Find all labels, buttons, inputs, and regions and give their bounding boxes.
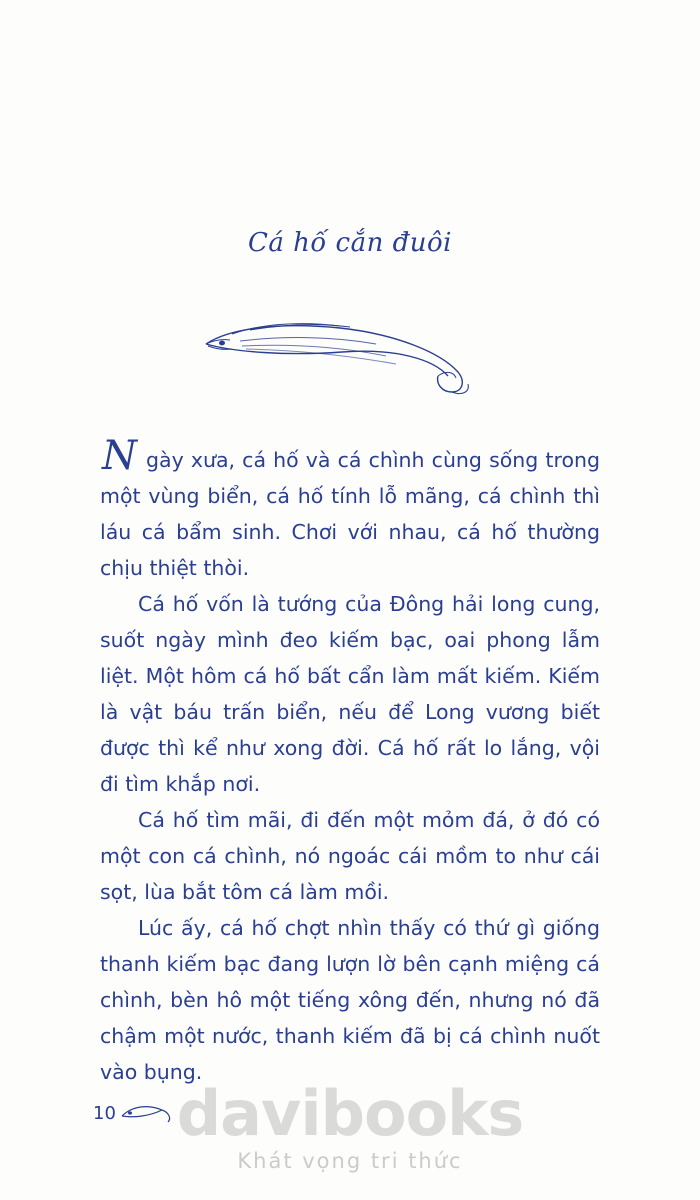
page-number: 10 — [93, 1103, 116, 1124]
paragraph-2: Cá hố vốn là tướng của Đông hải long cung, suốt ngày mình đeo kiếm bạc, oai phong lẫm liệt. Một hôm cá hố bất cẩn làm mất kiếm. Kiếm là vật báu trấn biển, nếu để Long vương biết được thì kể như xong đời. Cá hố rất lo lắng, vội đi tìm khắp nơi. — [100, 592, 600, 796]
chapter-title: Cá hố cắn đuôi — [247, 228, 452, 258]
chapter-body — [100, 433, 600, 1090]
watermark-main-text: davibooks — [176, 1077, 524, 1150]
dropcap-wrapper — [100, 433, 146, 479]
watermark-sub-text: Khát vọng tri thức — [237, 1149, 463, 1173]
paragraph-1 — [100, 433, 600, 586]
dropcap-letter: N — [102, 433, 137, 479]
paragraph-1-text: gày xưa, cá hố và cá chình cùng sống trong một vùng biển, cá hố tính lỗ mãng, cá chình thì láu cá bẩm sinh. Chơi với nhau, cá hố thường chịu thiệt thòi. — [100, 448, 600, 580]
paragraph-4: Lúc ấy, cá hố chợt nhìn thấy có thứ gì giống thanh kiếm bạc đang lượn lờ bên cạnh miệng cá chình, bèn hô một tiếng xông đến, nhưng nó đã chậm một nước, thanh kiếm đã bị cá chình nuốt vào bụng. — [100, 916, 600, 1084]
footer-ornament-icon — [118, 1098, 178, 1130]
watermark — [0, 1077, 700, 1174]
paragraph-3: Cá hố tìm mãi, đi đến một mỏm đá, ở đó có một con cá chình, nó ngoác cái mồm to như cái sọt, lùa bắt tôm cá làm mồi. — [100, 808, 600, 904]
ribbonfish-illustration — [0, 300, 700, 420]
